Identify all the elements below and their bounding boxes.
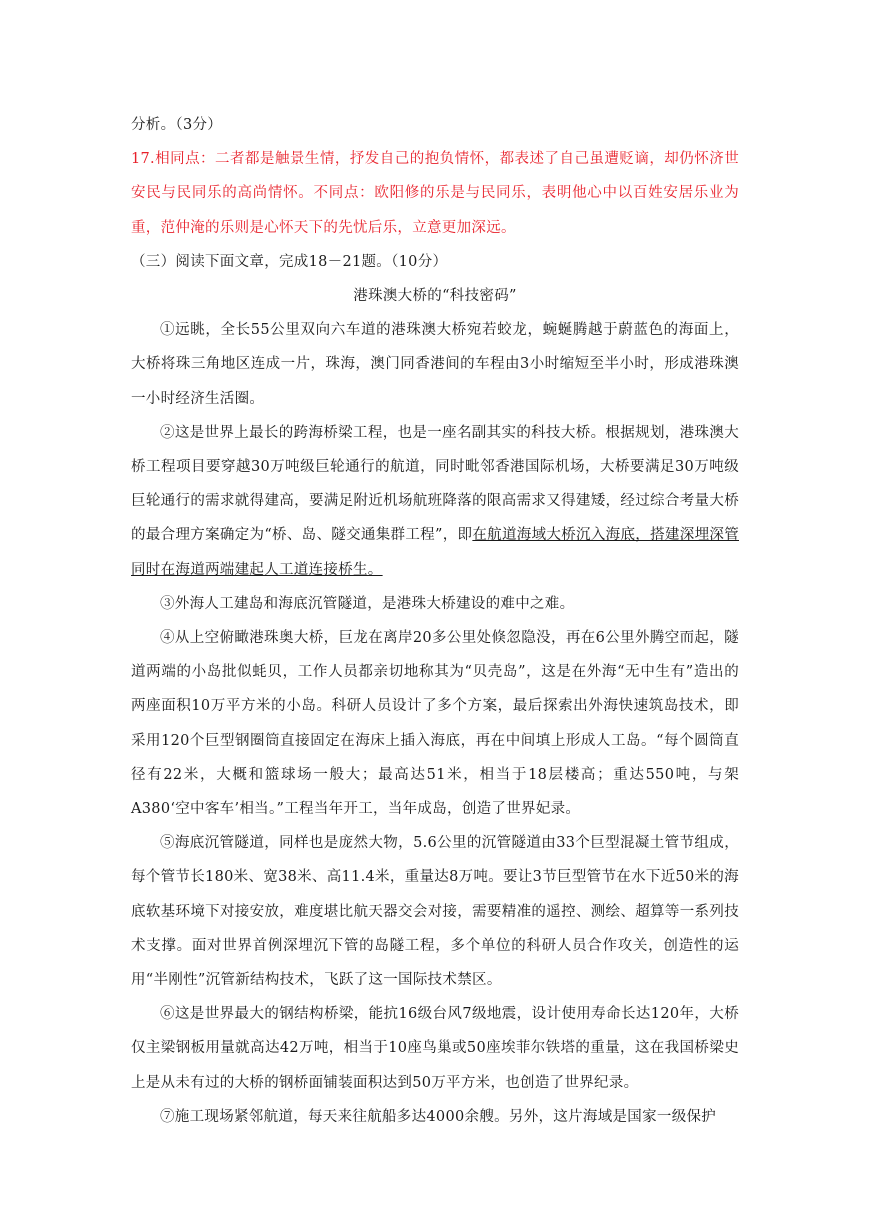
paragraph-2-text: ②这是世界上最长的跨海桥梁工程，也是一座名副其实的科技大桥。根据规划，港珠澳大桥工程项目要穿越30万吨级巨轮通行的航道，同时毗邻香港国际机场，大桥要满足30万吨级巨轮通行的需求就得建高，要满足附近机场航班降落的限高需求又得建矮，经过综合考量大桥的最合理方案确定为“桥、岛、隧交通集群工程”，即: [131, 424, 739, 544]
paragraph-2-underlined: 在航道海域大桥沉入海底，搭建深埋深管同时在海道两端建起人工道连接桥生。: [131, 527, 739, 578]
paragraph-3: ③外海人工建岛和海底沉管隧道，是港珠大桥建设的难中之难。: [160, 595, 575, 612]
paragraph-6: ⑥这是世界最大的钢结构桥梁，能抗16级台风7级地震，设计使用寿命长达120年，大桥仅主梁钢板用量就高达42万吨，相当于10座鸟巢或50座埃菲尔铁塔的重量，这在我国桥梁史上是从未有过的大桥的钢桥面铺装面积达到50万平方米，也创造了世界纪录。: [131, 1006, 739, 1091]
paragraph-1: ①远眺，全长55公里双向六车道的港珠澳大桥宛若蛟龙，蜿蜒腾越于蔚蓝色的海面上，大桥将珠三角地区连成一片，珠海，澳门同香港间的车程由3小时缩短至半小时，形成港珠澳一小时经济生活圈。: [131, 322, 739, 407]
document-page: [131, 108, 739, 1134]
paragraph-5: ⑤海底沉管隧道，同样也是庞然大物，5.6公里的沉管隧道由33个巨型混凝土管节组成，每个管节长180米、宽38米、高11.4米，重量达8万吨。要让3节巨型管节在水下近50米的海底软基环境下对接安放，难度堪比航天器交会对接，需要精准的遥控、测绘、超算等一系列技术支撑。面对世界首例深埋沉下管的岛隧工程，多个单位的科研人员合作攻关，创造性的运用“半刚性”沉管新结构技术，飞跃了这一国际技术禁区。: [131, 835, 739, 989]
prev-answer-tail: 分析。（3分）: [131, 117, 223, 133]
article-title: 港珠澳大桥的“科技密码”: [353, 287, 517, 304]
section-heading: （三）阅读下面文章，完成18－21题。（10分）: [131, 253, 448, 270]
paragraph-2: [131, 416, 739, 587]
paragraph-4: ④从上空俯瞰港珠奥大桥，巨龙在离岸20多公里处倏忽隐没，再在6公里外腾空而起，隧道两端的小岛批似蚝贝，工作人员都亲切地称其为“贝壳岛”，这是在外海“无中生有”造出的两座面积10万平方米的小岛。科研人员设计了多个方案，最后探索出外海快速筑岛技术，即采用120个巨型钢圈筒直接固定在海床上插入海底，再在中间填上形成人工岛。“每个圆筒直径有22米，大概和篮球场一般大；最高达51米，相当于18层楼高；重达550吨，与架A380‘空中客车’相当。”工程当年开工，当年成岛，创造了世界妃录。: [131, 630, 739, 818]
paragraph-7: ⑦施工现场紧邻航道，每天来往航船多达4000余艘。另外，这片海域是国家一级保护: [160, 1108, 717, 1125]
answer-17: 17.相同点：二者都是触景生情，抒发自己的抱负情怀，都表述了自己虽遭贬谪，却仍怀济世安民与民同乐的高尚情怀。不同点：欧阳修的乐是与民同乐，表明他心中以百姓安居乐业为重，范仲淹的乐则是心怀天下的先忧后乐，立意更加深远。: [131, 151, 739, 236]
